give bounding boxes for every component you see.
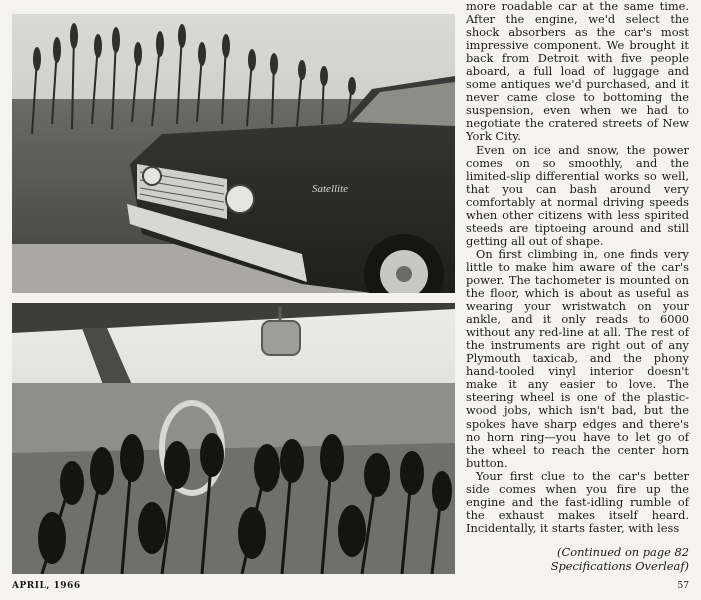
article-column: [466, 0, 689, 535]
issue-date: APRIL, 1966: [12, 581, 81, 591]
satellite-badge: Satellite: [312, 183, 349, 195]
continuation-note: [551, 545, 689, 573]
paragraph-1: more roadable car at the same time. After the engine, we'd select the shock absorbers as the car's most impressive component. We brought it back from Detroit with five people aboard, a full load of luggage and some antiques we'd purchased, and it never came close to bottoming the suspension, even when we had to negotiate the cratered streets of New York City.: [466, 0, 689, 144]
specifications-text: Specifications Overleaf): [550, 559, 689, 573]
car-interior-illustration: [12, 303, 455, 574]
photo-car-exterior: [12, 14, 455, 293]
photo-car-interior: [12, 303, 455, 574]
paragraph-4: Your first clue to the car's better side comes when you fire up the engine and the fast-idling rumble of the exhaust makes itself heard. Incidentally, it starts faster, with less: [466, 468, 689, 535]
car-exterior-illustration: [12, 14, 455, 293]
paragraph-3: On first climbing in, one finds very little to make him aware of the car's power. The tachometer is mounted on the floor, which is about as useful as wearing your wristwatch on your ankle, and it only reads to 6000 without any red-line at all. The rest of the instruments are right out of any Plymouth taxicab, and the phony hand-tooled vinyl interior doesn't make it any easier to love. The steering wheel is one of the plastic-wood jobs, which isn't bad, but the spokes have sharp edges and there's no horn ring—you have to let go of the wheel to reach the center horn button.: [466, 246, 689, 470]
page-number: 57: [677, 581, 689, 591]
paragraph-2: Even on ice and snow, the power comes on so smoothly, and the limited-slip differential works so well, that you can bash around very comfortably at normal driving speeds when other citizens with less spirited steeds are tiptoeing around and still getting all out of shape.: [466, 142, 689, 248]
continued-text: (Continued on page 82: [557, 545, 689, 559]
